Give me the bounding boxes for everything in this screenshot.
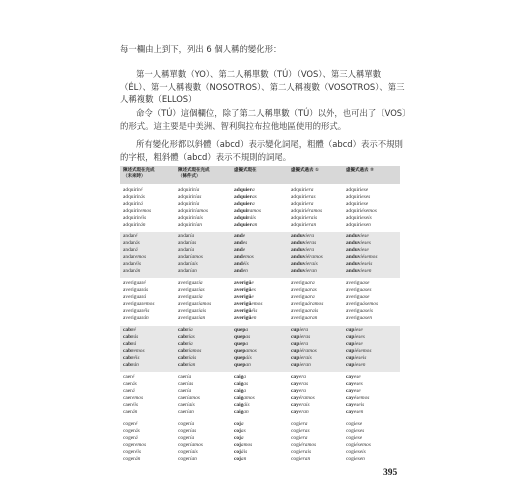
conjugation-cell: averiguase (346, 293, 370, 300)
conjugation-cell: averiguaríamos (178, 300, 212, 307)
conjugation-cell: cogerá (123, 434, 138, 441)
verb-group (120, 326, 400, 372)
conjugation-cell: cayera (291, 387, 306, 394)
conjugation-cell: cogiéramos (291, 441, 317, 448)
conjugation-cell: cayera (291, 374, 306, 380)
conjugation-cell: caiga (234, 374, 246, 380)
conjugation-cell: averiguaré (123, 280, 146, 286)
conjugation-cell: quepa (234, 340, 249, 347)
conjugation-cell: caiga (234, 387, 246, 394)
conjugation-cell: anduviesen (346, 267, 372, 274)
conjugation-cell: cogerán (123, 455, 141, 462)
conjugation-cell: averiguaseis (346, 307, 373, 314)
conjugation-cell: anduvieran (291, 267, 317, 274)
conjugation-cell: andarán (123, 267, 141, 274)
conjugation-cell: cogieras (291, 427, 310, 434)
conjugation-cell: anduvieses (346, 239, 371, 246)
conjugation-cell: averiguaréis (123, 307, 150, 314)
conjugation-cell: averiguases (346, 286, 372, 293)
conjugation-cell: caigamos (234, 394, 255, 401)
conjugation-cell: cogieseis (346, 448, 366, 455)
conjugation-cell: cupiésemos (346, 347, 372, 354)
conjugation-cell: andarás (123, 239, 140, 246)
conjugation-cell: adquirirá (123, 200, 143, 207)
conjugation-cell: adquiráis (234, 214, 256, 221)
conjugation-cell: andemos (234, 253, 254, 260)
conjugation-cell: anden (234, 267, 248, 274)
conjugation-cell: anduvieras (291, 239, 317, 246)
conjugation-cell: cupieses (346, 333, 365, 340)
conjugation-cell: adquiriesen (346, 221, 371, 228)
conjugation-cell: caigáis (234, 401, 250, 408)
conjugation-cell: anduviéramos (291, 253, 323, 260)
conjugation-cell: adquirirás (123, 193, 145, 200)
conjugation-cell: averiguáramos (291, 300, 324, 307)
conjugation-cell: quepamos (234, 347, 257, 354)
conjugation-cell: adquirieses (346, 193, 371, 200)
conjugation-cell: caeréis (123, 401, 138, 408)
notation-note-paragraph: 所有變化形都以斜體（abcd）表示變化詞尾，粗體（abcd）表示不規則的字根，粗斜體（abcd）表示不規則的詞尾。 (120, 139, 403, 162)
verb-group (120, 186, 400, 232)
conjugation-cell: andarías (178, 239, 197, 246)
conjugation-cell: cabréis (123, 354, 140, 361)
conjugation-cell: adquieran (234, 221, 258, 228)
conjugation-cell: cayese (346, 374, 361, 380)
conjugation-cell: adquirirían (178, 221, 202, 228)
conjugation-cell: cogerías (178, 427, 197, 434)
conjugation-cell: averiguarais (291, 307, 319, 314)
conjugation-cell: averigüe (234, 293, 254, 300)
conjugation-cell: cabremos (123, 347, 145, 354)
verb-group (120, 279, 400, 325)
conjugation-cell: cojáis (234, 448, 248, 455)
conjugation-cell: cogiese (346, 421, 363, 427)
header-subj-past-2: 虛擬式過去 ② (346, 168, 374, 173)
conjugation-cell: adquirieras (291, 193, 316, 200)
conjugation-cell: averiguara (291, 280, 315, 286)
conjugation-cell: cabríamos (178, 347, 202, 354)
conjugation-cell: cupiera (291, 340, 309, 347)
conjugation-cell: cojamos (234, 441, 253, 448)
conjugation-cell: adquieras (234, 193, 257, 200)
conjugation-cell: averiguarías (178, 286, 205, 293)
conjugation-cell: adquiriésemos (346, 207, 377, 214)
conjugation-cell: adquiera (234, 200, 255, 207)
conjugation-cell: ande (234, 246, 246, 253)
conjugation-cell: coja (234, 421, 244, 427)
conjugation-cell: cogeréis (123, 448, 141, 455)
conjugation-cell: averigüen (234, 314, 257, 321)
conjugation-cell: cogerían (178, 455, 197, 462)
conjugation-cell: anduvieseis (346, 260, 373, 267)
conjugation-cell: cogiésemos (346, 441, 371, 448)
conjugation-cell: cayeseis (346, 401, 365, 408)
conjugation-cell: anduviera (291, 233, 315, 239)
conjugation-cell: andaríamos (178, 253, 203, 260)
conjugation-cell: adquiriréis (123, 214, 147, 221)
conjugation-cell: anduviésemos (346, 253, 378, 260)
conjugation-cell: quepáis (234, 354, 252, 361)
conjugation-cell: cabrían (178, 361, 196, 368)
verb-group (120, 373, 400, 419)
conjugation-cell: andes (234, 239, 248, 246)
conjugation-cell: andaré (123, 233, 138, 239)
person-list-paragraph: 第一人稱單數（YO）、第二人稱單數（TÚ）（VOS）、第三人稱單數（ÉL）、第一人稱複數（NOSOTROS）、第二人稱複數（VOSOTROS）、第三人稱複數（ELLOS） (120, 69, 405, 104)
imperative-note-paragraph: 命令（TÚ）這個欄位，除了第二人稱單數（TÚ）以外，也可出了〔VOS〕的形式。這主要是中美洲、智利與拉布拉他地區使用的形式。 (120, 108, 407, 131)
conjugation-cell: quepa (234, 327, 249, 333)
conjugation-cell: caigas (234, 380, 249, 387)
conjugation-cell: averiguaría (178, 280, 203, 286)
conjugation-cell: averigüe (234, 280, 254, 286)
conjugation-cell: ande (234, 233, 246, 239)
conjugation-cell: andaremos (123, 253, 147, 260)
conjugation-cell: cogerás (123, 427, 140, 434)
conjugation-cell: cupieran (291, 361, 311, 368)
conjugation-cell: adquiriese (346, 200, 369, 207)
conjugation-cell: cogeré (123, 421, 138, 427)
conjugation-cell: cayésemos (346, 394, 370, 401)
conjugation-cell: cogiesen (346, 455, 365, 462)
conjugation-cell: cogieses (346, 427, 365, 434)
conjugation-cell: caería (178, 387, 192, 394)
conjugation-cell: andará (123, 246, 138, 253)
table-header-row (120, 166, 400, 184)
conjugation-cell: cayéramos (291, 394, 315, 401)
conjugation-cell: cogiera (291, 421, 308, 427)
conjugation-cell: andaría (178, 246, 195, 253)
conjugation-cell: caerían (178, 408, 194, 415)
conjugation-cell: caigan (234, 408, 249, 415)
conjugation-cell: adquiriríamos (178, 207, 208, 214)
verb-group (120, 232, 400, 278)
conjugation-cell: averiguase (346, 280, 370, 286)
conjugation-cell: adquirierais (291, 214, 318, 221)
conjugation-cell: cupiera (291, 327, 309, 333)
conjugation-cell: averigüéis (234, 307, 258, 314)
conjugation-cell: anduviera (291, 246, 315, 253)
conjugation-cell: cayerais (291, 401, 310, 408)
conjugation-cell: anduvierais (291, 260, 318, 267)
conjugation-cell: andaréis (123, 260, 141, 267)
conjugation-cell: cogeríamos (178, 441, 203, 448)
conjugation-cell: caería (178, 374, 192, 380)
conjugation-cell: adquirirán (123, 221, 146, 228)
conjugation-cell: cayese (346, 387, 361, 394)
conjugation-cell: caerán (123, 408, 138, 415)
conjugation-cell: cayeses (346, 380, 363, 387)
conjugation-cell: cayeran (291, 408, 309, 415)
conjugation-cell: adquiriré (123, 187, 143, 193)
conjugation-cell: averiguaran (291, 314, 318, 321)
conjugation-cell: adquiera (234, 187, 255, 193)
conjugation-cell: adquiriéramos (291, 207, 323, 214)
conjugation-cell: cabrás (123, 333, 139, 340)
conjugation-cell: caerá (123, 387, 135, 394)
conjugation-cell: adquiriese (346, 187, 369, 193)
conjugation-cell: adquiriremos (123, 207, 152, 214)
conjugation-cell: averiguarán (123, 314, 149, 321)
conjugation-cell: caeríais (178, 401, 195, 408)
conjugation-cell: averiguarían (178, 314, 206, 321)
conjugation-cell: averiguará (123, 293, 147, 300)
conjugation-cell: averiguásemos (346, 300, 379, 307)
conjugation-cell: caerás (123, 380, 137, 387)
header-conditional: 陳述式現在完成 （條件式） (178, 168, 210, 179)
conjugation-cell: averiguaría (178, 293, 203, 300)
conjugation-cell: cogería (178, 434, 195, 441)
conjugation-cell: averiguasen (346, 314, 373, 321)
conjugation-cell: adquiriera (291, 200, 314, 207)
conjugation-cell: cogeríais (178, 448, 198, 455)
conjugation-cell: cupierais (291, 354, 312, 361)
conjugation-cell: cabré (123, 327, 136, 333)
conjugation-cell: andaríais (178, 260, 198, 267)
conjugation-cell: adquirieseis (346, 214, 372, 221)
conjugation-cell: caeríamos (178, 394, 200, 401)
conjugation-cell: adquirirías (178, 193, 202, 200)
conjugation-cell: cayesen (346, 408, 364, 415)
conjugation-cell: coja (234, 434, 244, 441)
conjugation-cell: cupieseis (346, 354, 367, 361)
conjugation-cell: adquiriría (178, 200, 200, 207)
conjugation-cell: averigüemos (234, 300, 263, 307)
conjugation-cell: cabrá (123, 340, 137, 347)
conjugation-cell: andéis (234, 260, 249, 267)
conjugation-cell: anduviese (346, 233, 369, 239)
conjugation-cell: caerías (178, 380, 194, 387)
conjugation-cell: cabrán (123, 361, 139, 368)
conjugation-cell: averiguara (291, 293, 315, 300)
conjugation-cell: adquiriría (178, 187, 200, 193)
conjugation-cell: cupiese (346, 327, 363, 333)
conjugation-cell: cupiéramos (291, 347, 317, 354)
conjugation-cell: cojan (234, 455, 247, 462)
conjugation-cell: cogieran (291, 455, 311, 462)
conjugation-cell: averiguaríais (178, 307, 207, 314)
conjugation-cell: caeremos (123, 394, 144, 401)
conjugation-cell: adquiramos (234, 207, 261, 214)
conjugation-cell: cogiese (346, 434, 363, 441)
verb-group (120, 420, 400, 466)
conjugation-cell: cabríais (178, 354, 197, 361)
conjugation-cell: quepas (234, 333, 251, 340)
conjugation-cell: andaría (178, 233, 195, 239)
conjugation-cell: cogeremos (123, 441, 147, 448)
conjugation-cell: anduviese (346, 246, 369, 253)
conjugation-cell: cupiese (346, 340, 363, 347)
intro-paragraph: 每一欄由上到下，列出 6 個人稱的變化形： (120, 44, 282, 54)
conjugation-cell: cabría (178, 327, 193, 333)
conjugation-cell: cogierais (291, 448, 312, 455)
conjugation-cell: averiguarás (123, 286, 149, 293)
conjugation-cell: andarían (178, 267, 197, 274)
conjugation-cell: cabría (178, 340, 193, 347)
conjugation-cell: cupiesen (346, 361, 366, 368)
conjugation-cell: cogería (178, 421, 195, 427)
conjugation-cell: adquiriera (291, 187, 314, 193)
header-subj-past-1: 虛擬式過去 ① (291, 168, 319, 173)
page-number: 395 (383, 468, 398, 478)
conjugation-cell: cojas (234, 427, 246, 434)
conjugation-table (120, 166, 400, 470)
header-subj-present: 虛擬式現在 (234, 168, 257, 173)
conjugation-cell: adquiriríais (178, 214, 203, 221)
conjugation-cell: averigües (234, 286, 256, 293)
header-future: 陳述式現在完成 （未來時） (123, 168, 155, 179)
conjugation-cell: caeré (123, 374, 135, 380)
conjugation-cell: averiguaras (291, 286, 317, 293)
conjugation-cell: adquirieran (291, 221, 317, 228)
conjugation-cell: cayeras (291, 380, 309, 387)
conjugation-cell: quepan (234, 361, 251, 368)
conjugation-cell: cabrías (178, 333, 195, 340)
conjugation-cell: averiguaremos (123, 300, 155, 307)
conjugation-cell: cupieras (291, 333, 311, 340)
conjugation-cell: cogiera (291, 434, 308, 441)
